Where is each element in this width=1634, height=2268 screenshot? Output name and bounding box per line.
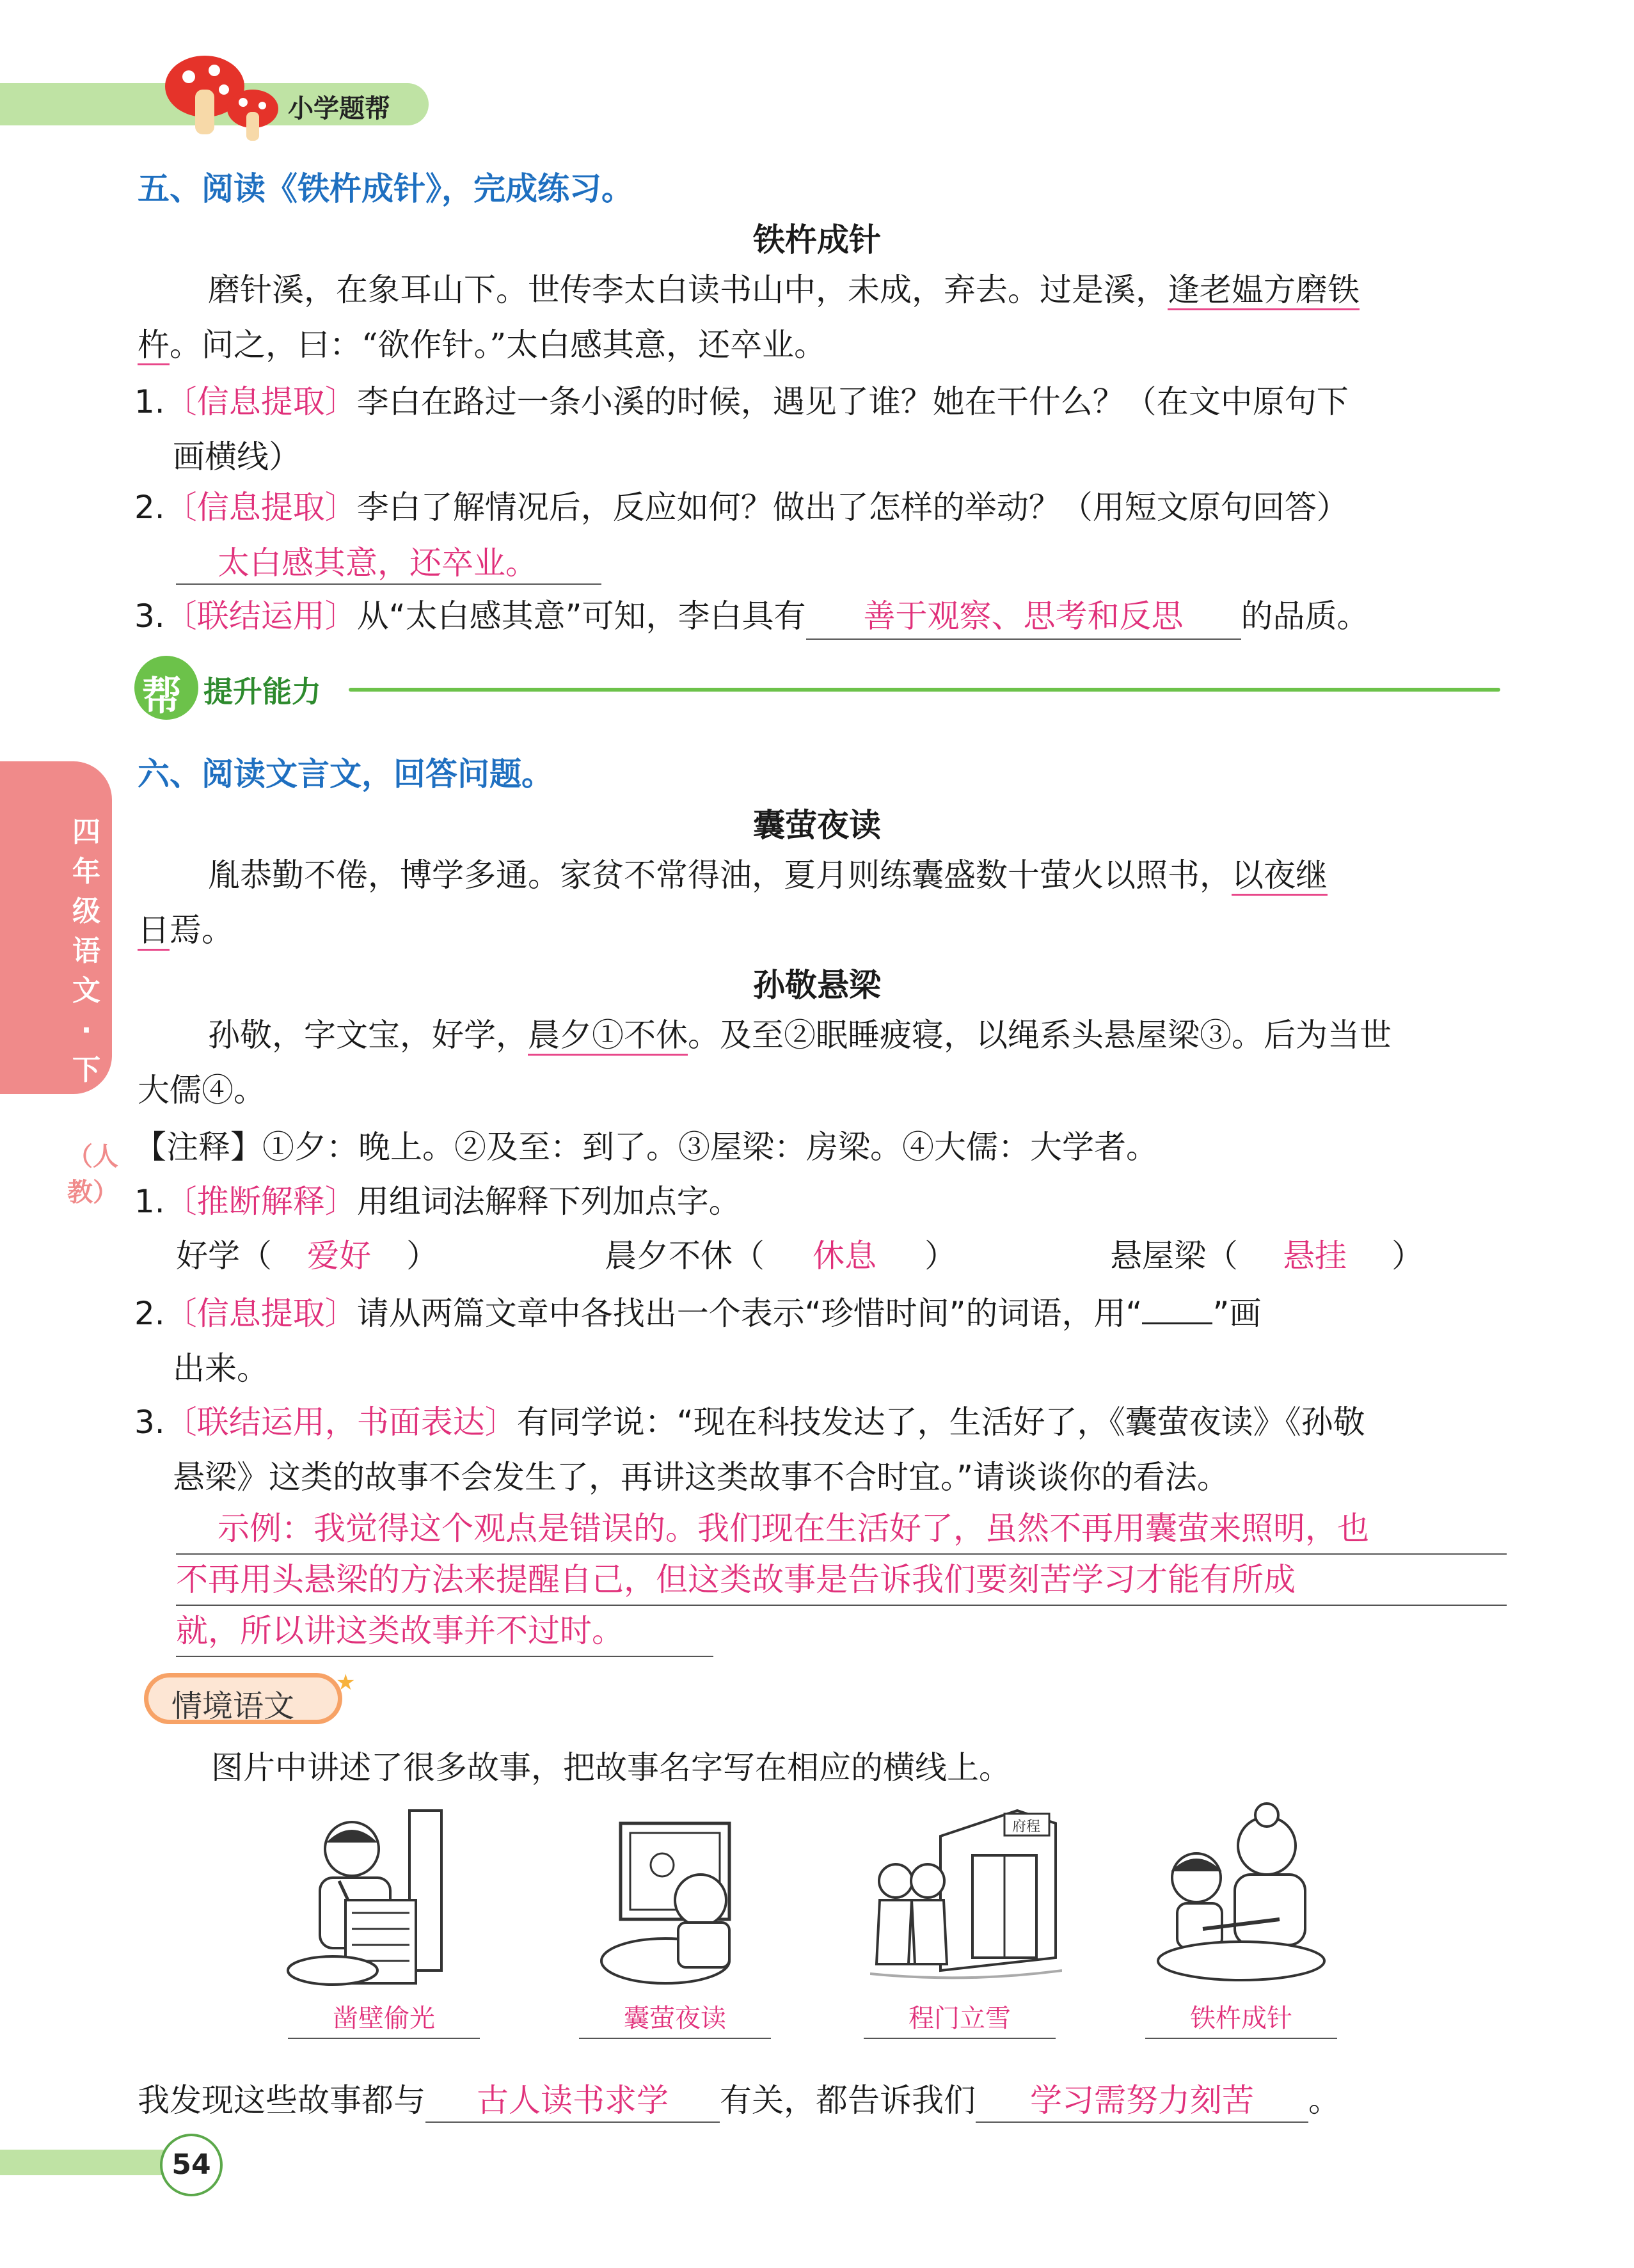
- q-tag: 〔联结运用〕: [164, 598, 357, 635]
- story2-title: 孙敬悬梁: [753, 967, 881, 1004]
- context-badge-label: 情境语文: [171, 1688, 295, 1724]
- underlined-answer: 以夜继: [1232, 857, 1328, 896]
- q-text: 李白在路过一条小溪的时候，遇见了谁？她在干什么？（在文中原句下: [356, 383, 1349, 420]
- s6-q1-item-1: [176, 1228, 438, 1283]
- underlined-answer: 逢老媪方磨铁: [1168, 271, 1360, 310]
- s6-q3-answer-line-2[interactable]: 不再用头悬梁的方法来提醒自己，但这类故事是告诉我们要刻苦学习才能有所成: [176, 1555, 1507, 1606]
- text-part: 大儒④。: [138, 1072, 266, 1109]
- s6-q3-answer-line-1[interactable]: 示例：我觉得这个观点是错误的。我们现在生活好了，虽然不再用囊萤来照明，也: [176, 1503, 1507, 1555]
- footer-bar: [0, 2150, 186, 2175]
- q-num: 1.: [134, 383, 165, 420]
- underlined-answer: 杵: [138, 326, 170, 365]
- underlined-answer: 日: [138, 912, 170, 951]
- q-text: 请从两篇文章中各找出一个表示“珍惜时间”的词语，用“: [356, 1295, 1143, 1332]
- q-num: 3.: [134, 598, 165, 635]
- q-tag: 〔联结运用，书面表达〕: [164, 1404, 517, 1441]
- annotation-note: 【注释】①夕：晚上。②及至：到了。③屋梁：房梁。④大儒：大学者。: [134, 1129, 1158, 1166]
- s5-question-1: [134, 374, 1510, 484]
- text-part: 焉。: [170, 912, 234, 949]
- underline-sample: [1142, 1297, 1212, 1324]
- q-text: 悬梁》这类的故事不会发生了，再讲这类故事不合时宜。”请谈谈你的看法。: [173, 1459, 1229, 1496]
- s6-question-3: [134, 1395, 1542, 1505]
- picture-chengmen-lixue: [870, 1798, 1062, 1990]
- s6-q1-item-2: [605, 1228, 956, 1283]
- caption-2[interactable]: 囊萤夜读: [579, 1999, 771, 2039]
- q-tag: 〔信息提取〕: [164, 1295, 357, 1332]
- picture-nangying-yedu: [595, 1811, 761, 1990]
- s6-question-1: [134, 1174, 1510, 1229]
- picture-tiechu-chengzhen: [1152, 1801, 1331, 1986]
- section6-heading: 六、阅读文言文，回答问题。: [138, 756, 553, 793]
- underlined-answer: 晨夕①不休: [528, 1017, 688, 1056]
- s6-q1-item-3: [1110, 1228, 1424, 1283]
- banner-line: [349, 688, 1500, 692]
- story2-text: [138, 1008, 1513, 1118]
- text-part: 孙敬，字文宝，好学，: [208, 1017, 528, 1054]
- caption-3[interactable]: 程门立雪: [864, 1999, 1056, 2039]
- story1-title: 囊萤夜读: [753, 807, 881, 844]
- item-answer[interactable]: 爱好: [307, 1237, 371, 1274]
- picture-zaobi-toguang: [282, 1804, 448, 1990]
- edition-label: （人教）: [67, 1142, 118, 1207]
- item-label: 悬屋梁（: [1110, 1237, 1238, 1274]
- text-part: 我发现这些故事都与: [138, 2082, 425, 2119]
- section5-text: [138, 262, 1513, 372]
- q-text: 的品质。: [1241, 598, 1369, 635]
- item-end: ）: [1392, 1237, 1424, 1274]
- q-text: 画横线）: [173, 438, 301, 475]
- final-answer-1[interactable]: 古人读书求学: [425, 2079, 720, 2123]
- banner-label: 提升能力: [203, 674, 321, 709]
- text-part: 磨针溪，在象耳山下。世传李太白读书山中，未成，弃去。过是溪，: [208, 271, 1168, 308]
- q-num: 2.: [134, 1295, 165, 1332]
- item-answer[interactable]: 休息: [813, 1237, 876, 1274]
- q-tag: 〔推断解释〕: [164, 1183, 357, 1220]
- s6-q3-answer-line-3[interactable]: 就，所以讲这类故事并不过时。: [176, 1606, 713, 1657]
- q-num: 3.: [134, 1404, 165, 1441]
- s6-question-2: [134, 1286, 1542, 1396]
- door-sign: 府程: [1012, 1819, 1041, 1835]
- section5-title: 铁杵成针: [753, 221, 881, 258]
- page-number: 54: [160, 2134, 223, 2196]
- item-end: ）: [406, 1237, 438, 1274]
- s5-question-2: [134, 480, 1510, 535]
- text-part: 胤恭勤不倦，博学多通。家贫不常得油，夏月则练囊盛数十萤火以照书，: [208, 857, 1232, 894]
- q-text: 用组词法解释下列加点字。: [356, 1183, 741, 1220]
- context-conclusion: [138, 2073, 1545, 2128]
- bang-icon: 帮: [142, 672, 182, 719]
- text-part: 。及至②眠睡疲寝，以绳系头悬屋梁③。后为当世: [688, 1017, 1392, 1054]
- q-text: 从“太白感其意”可知，李白具有: [356, 598, 806, 635]
- section5-heading: 五、阅读《铁杵成针》，完成练习。: [138, 170, 633, 207]
- s5-q3-answer[interactable]: 善于观察、思考和反思: [806, 594, 1241, 640]
- q-text: 李白了解情况后，反应如何？做出了怎样的举动？（用短文原句回答）: [356, 489, 1349, 526]
- caption-4[interactable]: 铁杵成针: [1145, 1999, 1337, 2039]
- q-tag: 〔信息提取〕: [164, 383, 357, 420]
- s5-q2-answer[interactable]: 太白感其意，还卒业。: [176, 537, 601, 585]
- item-label: 好学（: [176, 1237, 272, 1274]
- text-part: 。问之，曰：“欲作针。”太白感其意，还卒业。: [170, 326, 827, 363]
- final-answer-2[interactable]: 学习需努力刻苦: [976, 2079, 1308, 2123]
- text-part: 。: [1308, 2082, 1340, 2119]
- q-text: ”画: [1212, 1295, 1262, 1332]
- item-label: 晨夕不休（: [605, 1237, 765, 1274]
- s5-question-3: [134, 589, 1542, 644]
- star-icon: ★: [336, 1670, 356, 1695]
- q-text: 出来。: [173, 1350, 269, 1387]
- caption-1[interactable]: 凿壁偷光: [288, 1999, 480, 2039]
- q-text: 有同学说：“现在科技发达了，生活好了，《囊萤夜读》《孙敬: [516, 1404, 1365, 1441]
- grade-label: 四年级语文·下: [72, 816, 100, 1086]
- item-end: ）: [924, 1237, 956, 1274]
- brand-label: 小学题帮: [288, 94, 390, 123]
- context-instruction: 图片中讲述了很多故事，把故事名字写在相应的横线上。: [211, 1749, 1011, 1786]
- text-part: 有关，都告诉我们: [720, 2082, 976, 2119]
- item-answer[interactable]: 悬挂: [1283, 1237, 1347, 1274]
- mushroom-icon: [160, 51, 288, 147]
- q-num: 1.: [134, 1183, 165, 1220]
- story1-text: [138, 848, 1513, 958]
- q-num: 2.: [134, 489, 165, 526]
- q-tag: 〔信息提取〕: [164, 489, 357, 526]
